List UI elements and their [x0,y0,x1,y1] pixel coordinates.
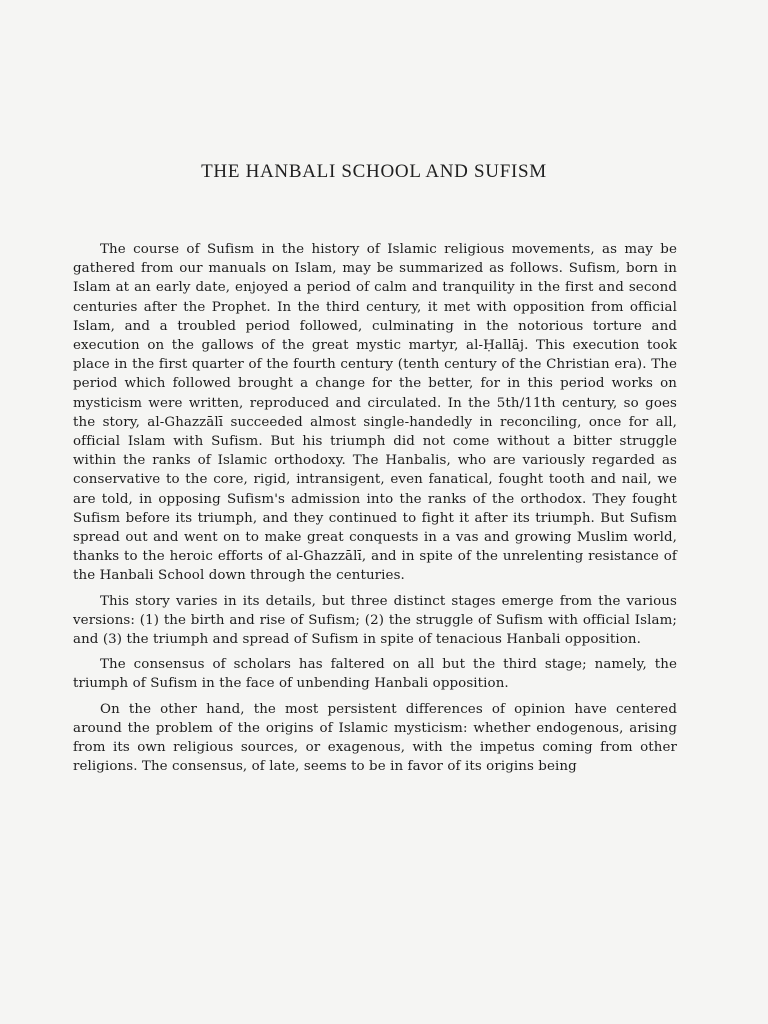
chapter-title: THE HANBALI SCHOOL AND SUFISM [201,161,547,182]
paragraph-1: The course of Sufism in the history of Islamic religious movements, as may be gathered from our manuals on Islam, may be summarized as follows. Sufism, born in Islam at an early date, enjoyed a period of calm and tranquility in the first and second centuries after the Prophet. In the third century, it met with opposition from official Islam, and a troubled period followed, culminating in the notorious torture and execution on the gallows of the great mystic martyr, al-Ḥallāj. This execution took place in the first quarter of the fourth century (tenth century of the Christian era). The period which followed brought a change for the better, for in this period works on mysticism were written, reproduced and circulated. In the 5th/11th century, so goes the story, al-Ghazzālī succeeded almost single-handedly in reconciling, once for all, official Islam with Sufism. But his triumph did not come without a bitter struggle within the ranks of Islamic orthodoxy. The Hanbalis, who are variously regarded as conservative to the core, rigid, intransigent, even fanatical, fought tooth and nail, we are told, in opposing Sufism's admission into the ranks of the orthodox. They fought Sufism before its triumph, and they continued to fight it after its triumph. But Sufism spread out and went on to make great conquests in a vas and growing Muslim world, thanks to the heroic efforts of al-Ghazzālī, and in spite of the unrelenting resistance of the Hanbali School down through the centuries. [73,242,677,584]
paragraph-3: The consensus of scholars has faltered on all but the third stage; namely, the triumph of Sufism in the face of unbending Hanbali opposition. [73,657,677,692]
paragraph-2: This story varies in its details, but three distinct stages emerge from the various versions: (1) the birth and rise of Sufism; (2) the struggle of Sufism with official Islam; and (3) the triumph and spread of Sufism in spite of tenacious Hanbali opposition. [73,593,677,648]
body-text [73,240,677,782]
paragraph-4: On the other hand, the most persistent differences of opinion have centered around the problem of the origins of Islamic mysticism: whether endogenous, arising from its own religious sources, or exagenous, with the impetus coming from other religions. The consensus, of late, seems to be in favor of its origins being [73,701,677,775]
